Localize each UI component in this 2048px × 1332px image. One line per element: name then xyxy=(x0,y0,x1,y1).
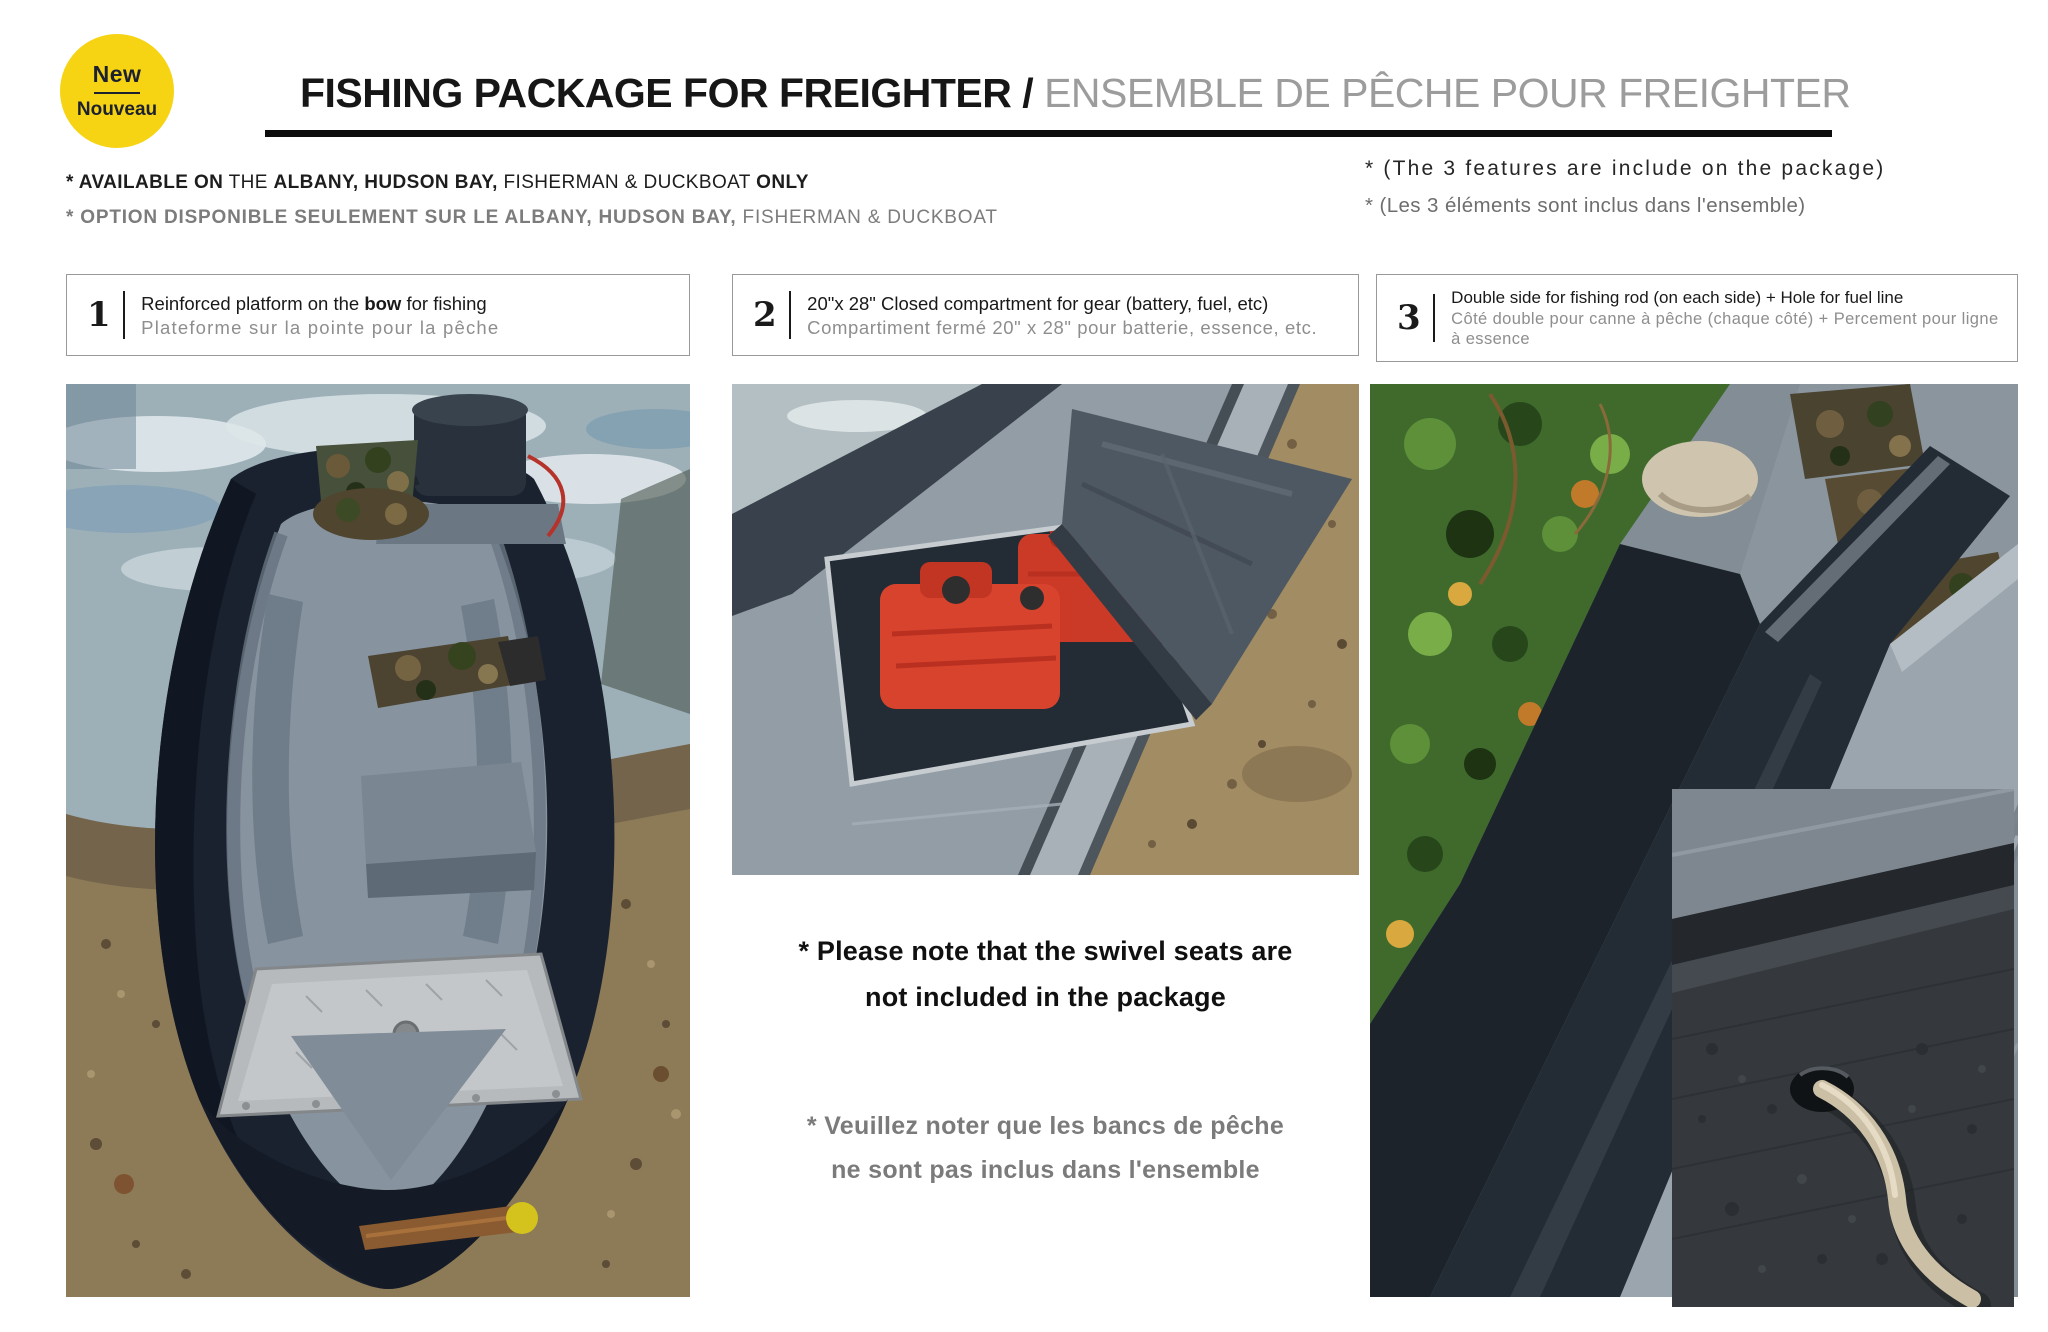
swivel-note-en-line2: not included in the package xyxy=(865,982,1226,1012)
feature-2-divider xyxy=(789,291,792,339)
feature-3-text xyxy=(1451,287,2017,349)
feature-3-number: 3 xyxy=(1397,298,1421,338)
swivel-note-en xyxy=(732,928,1359,1020)
feature-2-number: 2 xyxy=(753,295,777,335)
page-title-separator: / xyxy=(1011,70,1045,116)
feature-2-text xyxy=(807,291,1358,340)
closed-compartment-photo xyxy=(732,384,1359,875)
page-title xyxy=(300,70,1851,117)
camo-seat xyxy=(313,440,429,540)
fuel-line-hole-photo xyxy=(1672,789,2014,1307)
feature-1-fr: Plateforme sur la pointe pour la pêche xyxy=(141,316,500,338)
availability-line-fr: * OPTION DISPONIBLE SEULEMENT SUR LE ALBANY, HUDSON BAY, FISHERMAN & DUCKBOAT xyxy=(66,207,998,228)
bow-platform-illustration xyxy=(66,384,690,1297)
feature-3-fr: Côté double pour canne à pêche (chaque côté) + Percement pour ligne à essence xyxy=(1451,310,1999,348)
feature-1-number: 1 xyxy=(87,295,111,335)
title-underline xyxy=(265,130,1832,137)
swivel-note-en-line1: * Please note that the swivel seats are xyxy=(798,936,1293,966)
feature-1-en: Reinforced platform on the bow for fishing xyxy=(141,292,487,314)
new-badge xyxy=(60,34,174,148)
feature-3-divider xyxy=(1433,294,1436,342)
feature-box-1 xyxy=(66,274,690,356)
fuel-line-illustration xyxy=(1672,789,2014,1307)
swivel-note-fr-line1: * Veuillez noter que les bancs de pêche xyxy=(806,1112,1285,1140)
page-title-fr: ENSEMBLE DE PÊCHE POUR FREIGHTER xyxy=(1044,70,1851,116)
feature-box-2 xyxy=(732,274,1359,356)
feature-2-fr: Compartiment fermé 20" x 28" pour batterie, essence, etc. xyxy=(807,316,1318,338)
new-badge-divider xyxy=(94,92,140,95)
feature-2-en: 20"x 28" Closed compartment for gear (battery, fuel, etc) xyxy=(807,292,1269,314)
feature-3-en: Double side for fishing rod (on each side) + Hole for fuel line xyxy=(1451,288,1904,307)
fuel-tank xyxy=(880,562,1060,709)
shore-rock xyxy=(1642,441,1758,517)
swivel-note-fr xyxy=(732,1104,1359,1192)
package-note-fr: * (Les 3 éléments sont inclus dans l'ensemble) xyxy=(1365,194,1806,217)
availability-line-en: * AVAILABLE ON THE ALBANY, HUDSON BAY, FISHERMAN & DUCKBOAT ONLY xyxy=(66,172,809,193)
feature-1-text xyxy=(141,291,689,340)
new-badge-fr: Nouveau xyxy=(76,99,158,121)
feature-box-3 xyxy=(1376,274,2018,362)
swivel-note-fr-line2: ne sont pas inclus dans l'ensemble xyxy=(831,1156,1260,1184)
compartment-illustration xyxy=(732,384,1359,875)
feature-1-divider xyxy=(123,291,126,339)
bow-platform-photo xyxy=(66,384,690,1297)
page-title-en: FISHING PACKAGE FOR FREIGHTER xyxy=(300,70,1012,116)
new-badge-en: New xyxy=(92,60,142,87)
package-note-en: * (The 3 features are include on the package) xyxy=(1365,157,1886,180)
